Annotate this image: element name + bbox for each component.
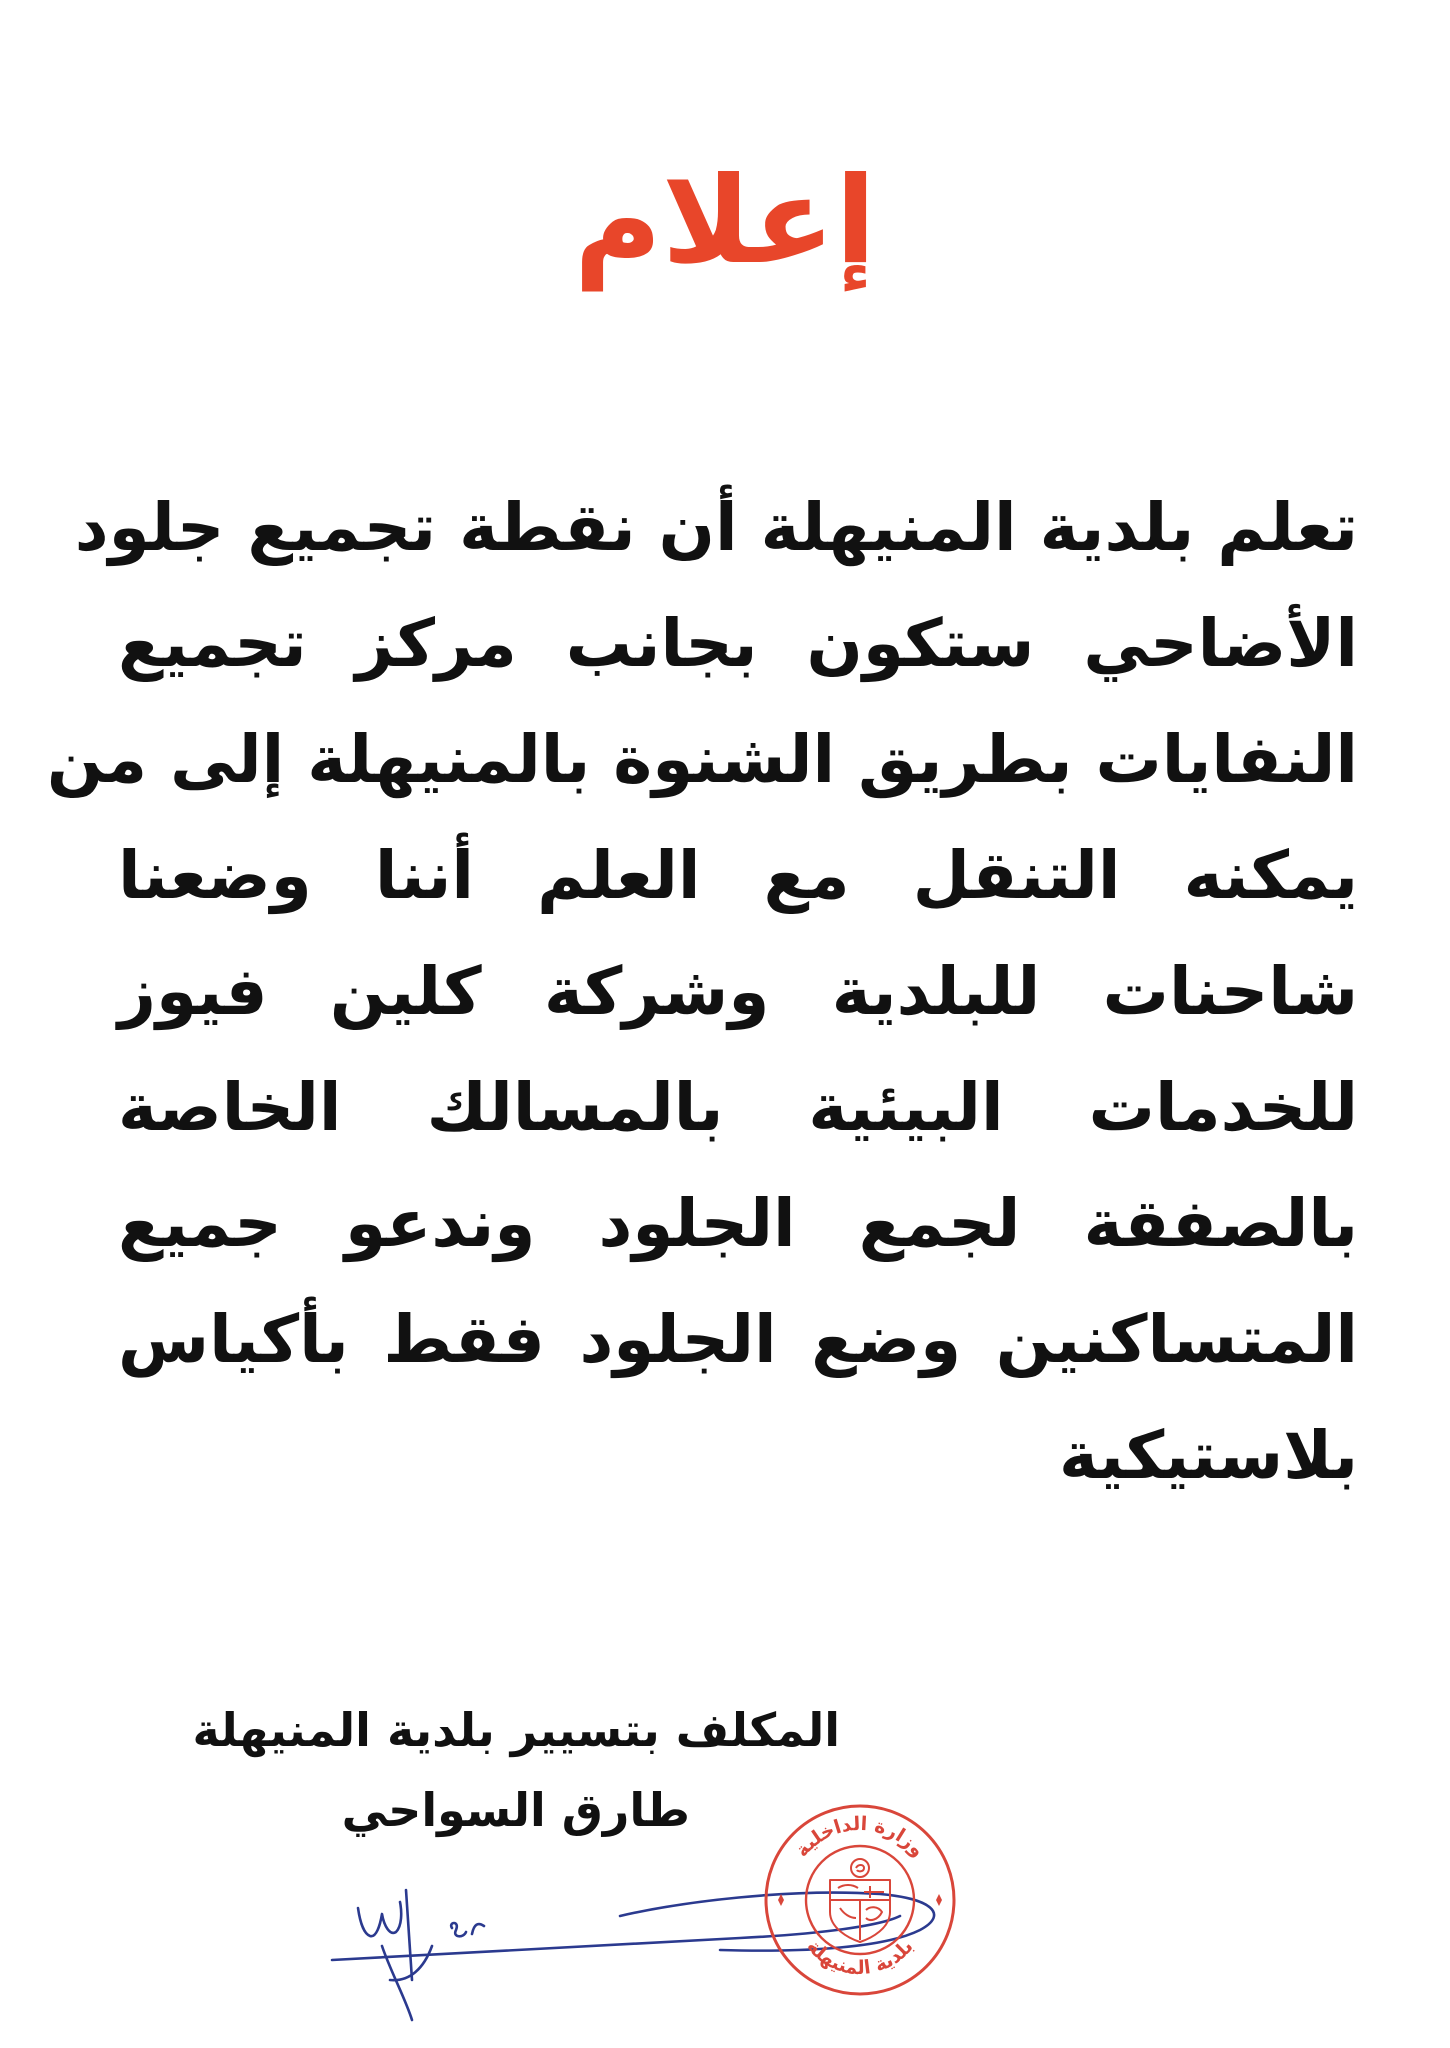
body-line: بالصفقة لجمع الجلود وندعو جميع bbox=[118, 1185, 1358, 1262]
official-stamp bbox=[760, 1800, 960, 2000]
document-title: إعلام bbox=[573, 152, 877, 291]
announcement-body bbox=[46, 470, 1358, 1514]
body-line: النفايات بطريق الشنوة بالمنيهلة إلى من bbox=[46, 721, 1358, 798]
svg-text:وزارة الداخلية: وزارة الداخلية bbox=[790, 1812, 930, 1862]
svg-text:بلدية المنيهلة: بلدية المنيهلة bbox=[802, 1935, 918, 1980]
body-line: للخدمات البيئية بالمسالك الخاصة bbox=[118, 1069, 1358, 1146]
body-line: الأضاحي ستكون بجانب مركز تجميع bbox=[118, 605, 1358, 682]
body-line: يمكنه التنقل مع العلم أننا وضعنا bbox=[118, 837, 1358, 914]
signatory-title: المكلف بتسيير بلدية المنيهلة bbox=[192, 1703, 840, 1757]
signature-block bbox=[150, 1690, 840, 1850]
body-line: بلاستيكية bbox=[1058, 1417, 1358, 1494]
body-line: المتساكنين وضع الجلود فقط بأكياس bbox=[118, 1301, 1358, 1378]
body-line: تعلم بلدية المنيهلة أن نقطة تجميع جلود bbox=[74, 489, 1358, 566]
signatory-name: طارق السواحي bbox=[341, 1783, 690, 1837]
body-line: شاحنات للبلدية وشركة كلين فيوز bbox=[118, 953, 1358, 1030]
